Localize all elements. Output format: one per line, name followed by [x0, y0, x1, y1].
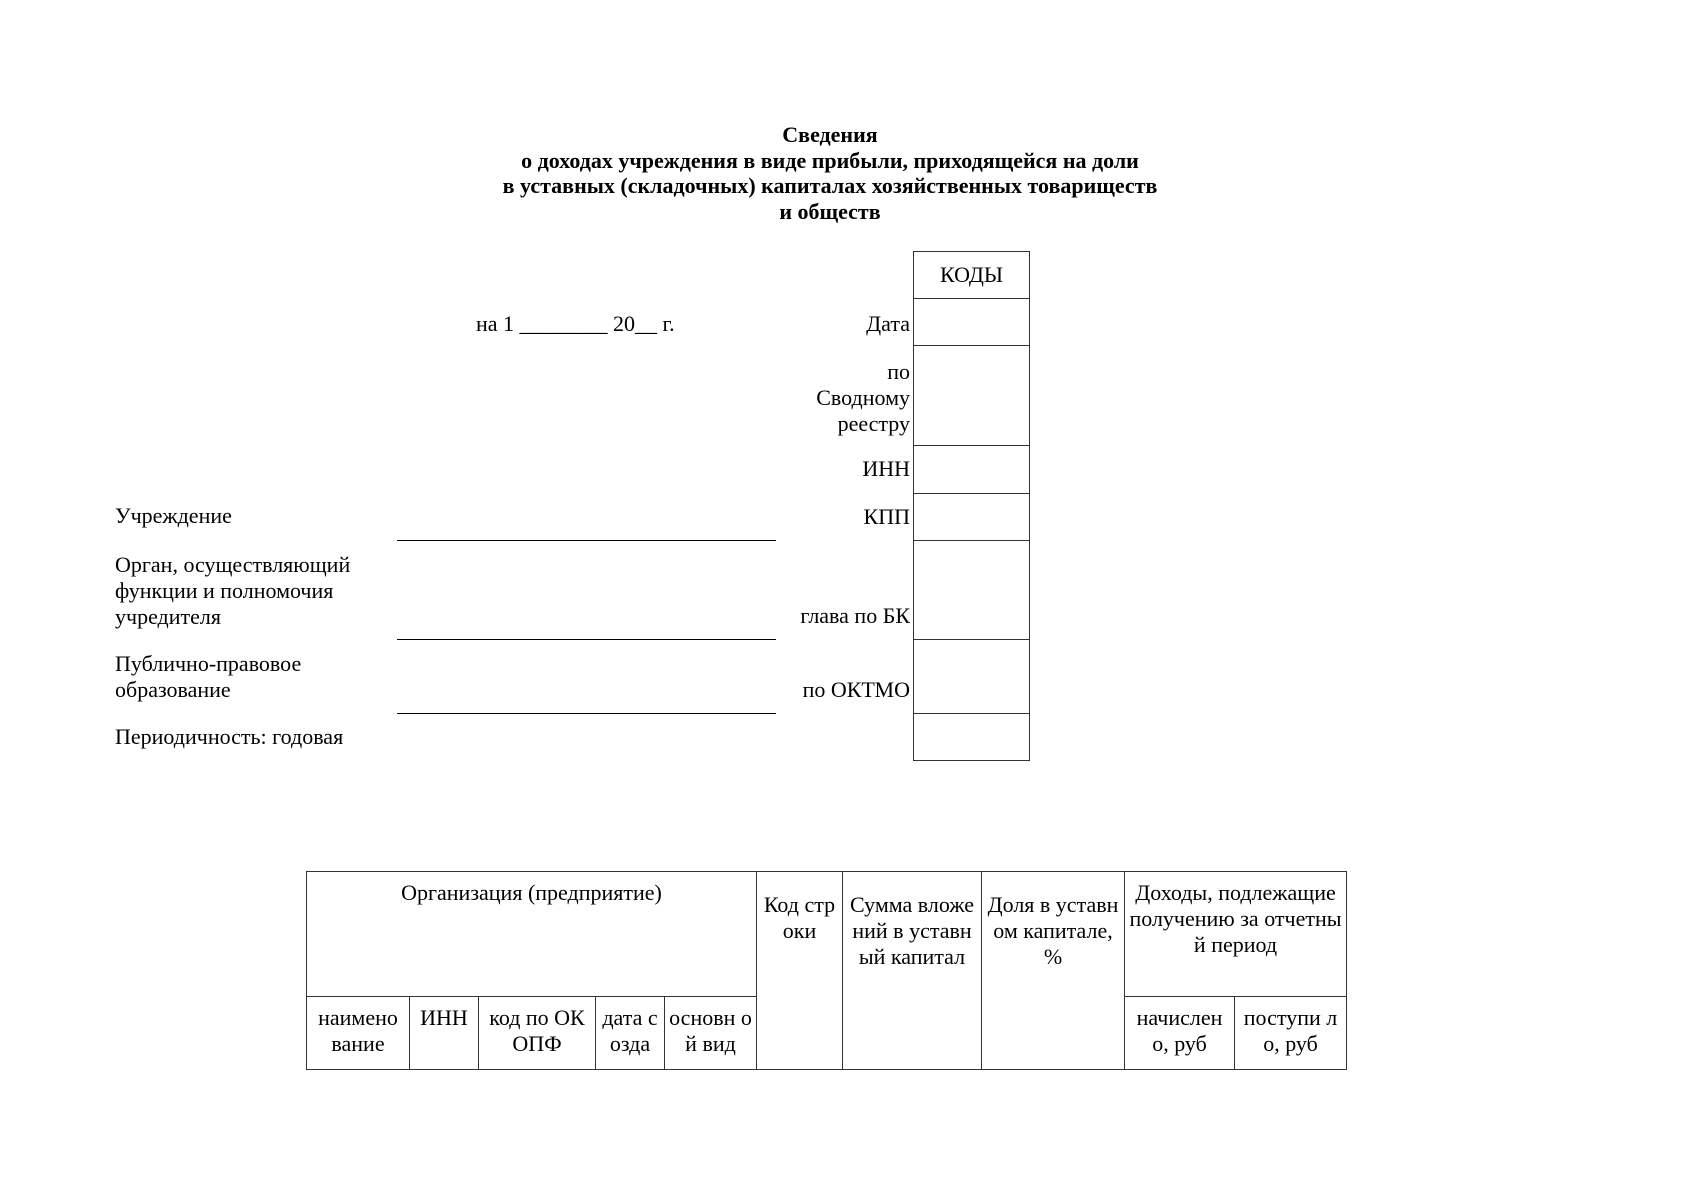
codes-label-oktmo: по ОКТМО [802, 677, 910, 702]
public-entity-label-line-1: Публично-правовое [115, 651, 302, 676]
investment-sum-header: Сумма вложений в уставный капитал [843, 872, 982, 1070]
founder-input-line[interactable] [397, 639, 776, 640]
code-cell-oktmo[interactable] [914, 640, 1030, 714]
code-cell-date[interactable] [914, 299, 1030, 346]
public-entity-label-line-2: образование [115, 677, 231, 702]
col-inn-header: ИНН [410, 997, 479, 1070]
org-header: Организация (предприятие) [307, 872, 757, 997]
codes-label-date: Дата [866, 311, 910, 336]
col-accrued-header: начислен о, руб [1125, 997, 1235, 1070]
title-line-2: о доходах учреждения в виде прибыли, приходящейся на доли [521, 147, 1139, 173]
codes-label-registry-line-1: по [887, 359, 910, 384]
code-cell-glava[interactable] [914, 541, 1030, 640]
code-cell-inn[interactable] [914, 446, 1030, 494]
founder-label-line-3: учредителя [115, 604, 221, 629]
income-table [306, 871, 1347, 1070]
codes-label-inn: ИНН [862, 456, 910, 481]
public-entity-input-line[interactable] [397, 713, 776, 714]
col-date-header: дата созда [596, 997, 665, 1070]
document-title [0, 122, 1660, 224]
income-header: Доходы, подлежащие получению за отчетный период [1125, 872, 1347, 997]
code-cell-kpp[interactable] [914, 494, 1030, 541]
institution-input-line[interactable] [397, 540, 776, 541]
founder-label-line-2: функции и полномочия [115, 578, 334, 603]
public-entity-label [115, 651, 301, 703]
periodicity-label: Периодичность: годовая [115, 724, 344, 749]
col-activity-header: основн ой вид [665, 997, 757, 1070]
codes-label-kpp: КПП [863, 504, 910, 529]
codes-label-registry [816, 359, 910, 437]
col-received-header: поступи ло, руб [1235, 997, 1347, 1070]
founder-label-line-1: Орган, осуществляющий [115, 552, 351, 577]
col-name-header: наимено вание [307, 997, 410, 1070]
col-okopf-header: код по ОКОПФ [479, 997, 596, 1070]
title-line-1: Сведения [782, 122, 878, 147]
code-cell-periodicity[interactable] [914, 714, 1030, 761]
share-header: Доля в уставном капитале, % [982, 872, 1125, 1070]
institution-label: Учреждение [115, 503, 232, 528]
report-date-line[interactable]: на 1 ________ 20__ г. [476, 311, 675, 336]
codes-label-registry-line-3: реестру [837, 411, 910, 436]
code-row-header: Код строки [757, 872, 843, 1070]
code-cell-registry[interactable] [914, 346, 1030, 446]
title-line-4: и обществ [779, 198, 881, 224]
founder-label [115, 552, 350, 630]
title-line-3: в уставных (складочных) капиталах хозяйственных товариществ [502, 173, 1158, 198]
codes-header: КОДЫ [914, 252, 1030, 299]
codes-label-glava: глава по БК [800, 603, 910, 628]
codes-table [913, 251, 1030, 761]
codes-label-registry-line-2: Сводному [816, 385, 910, 410]
